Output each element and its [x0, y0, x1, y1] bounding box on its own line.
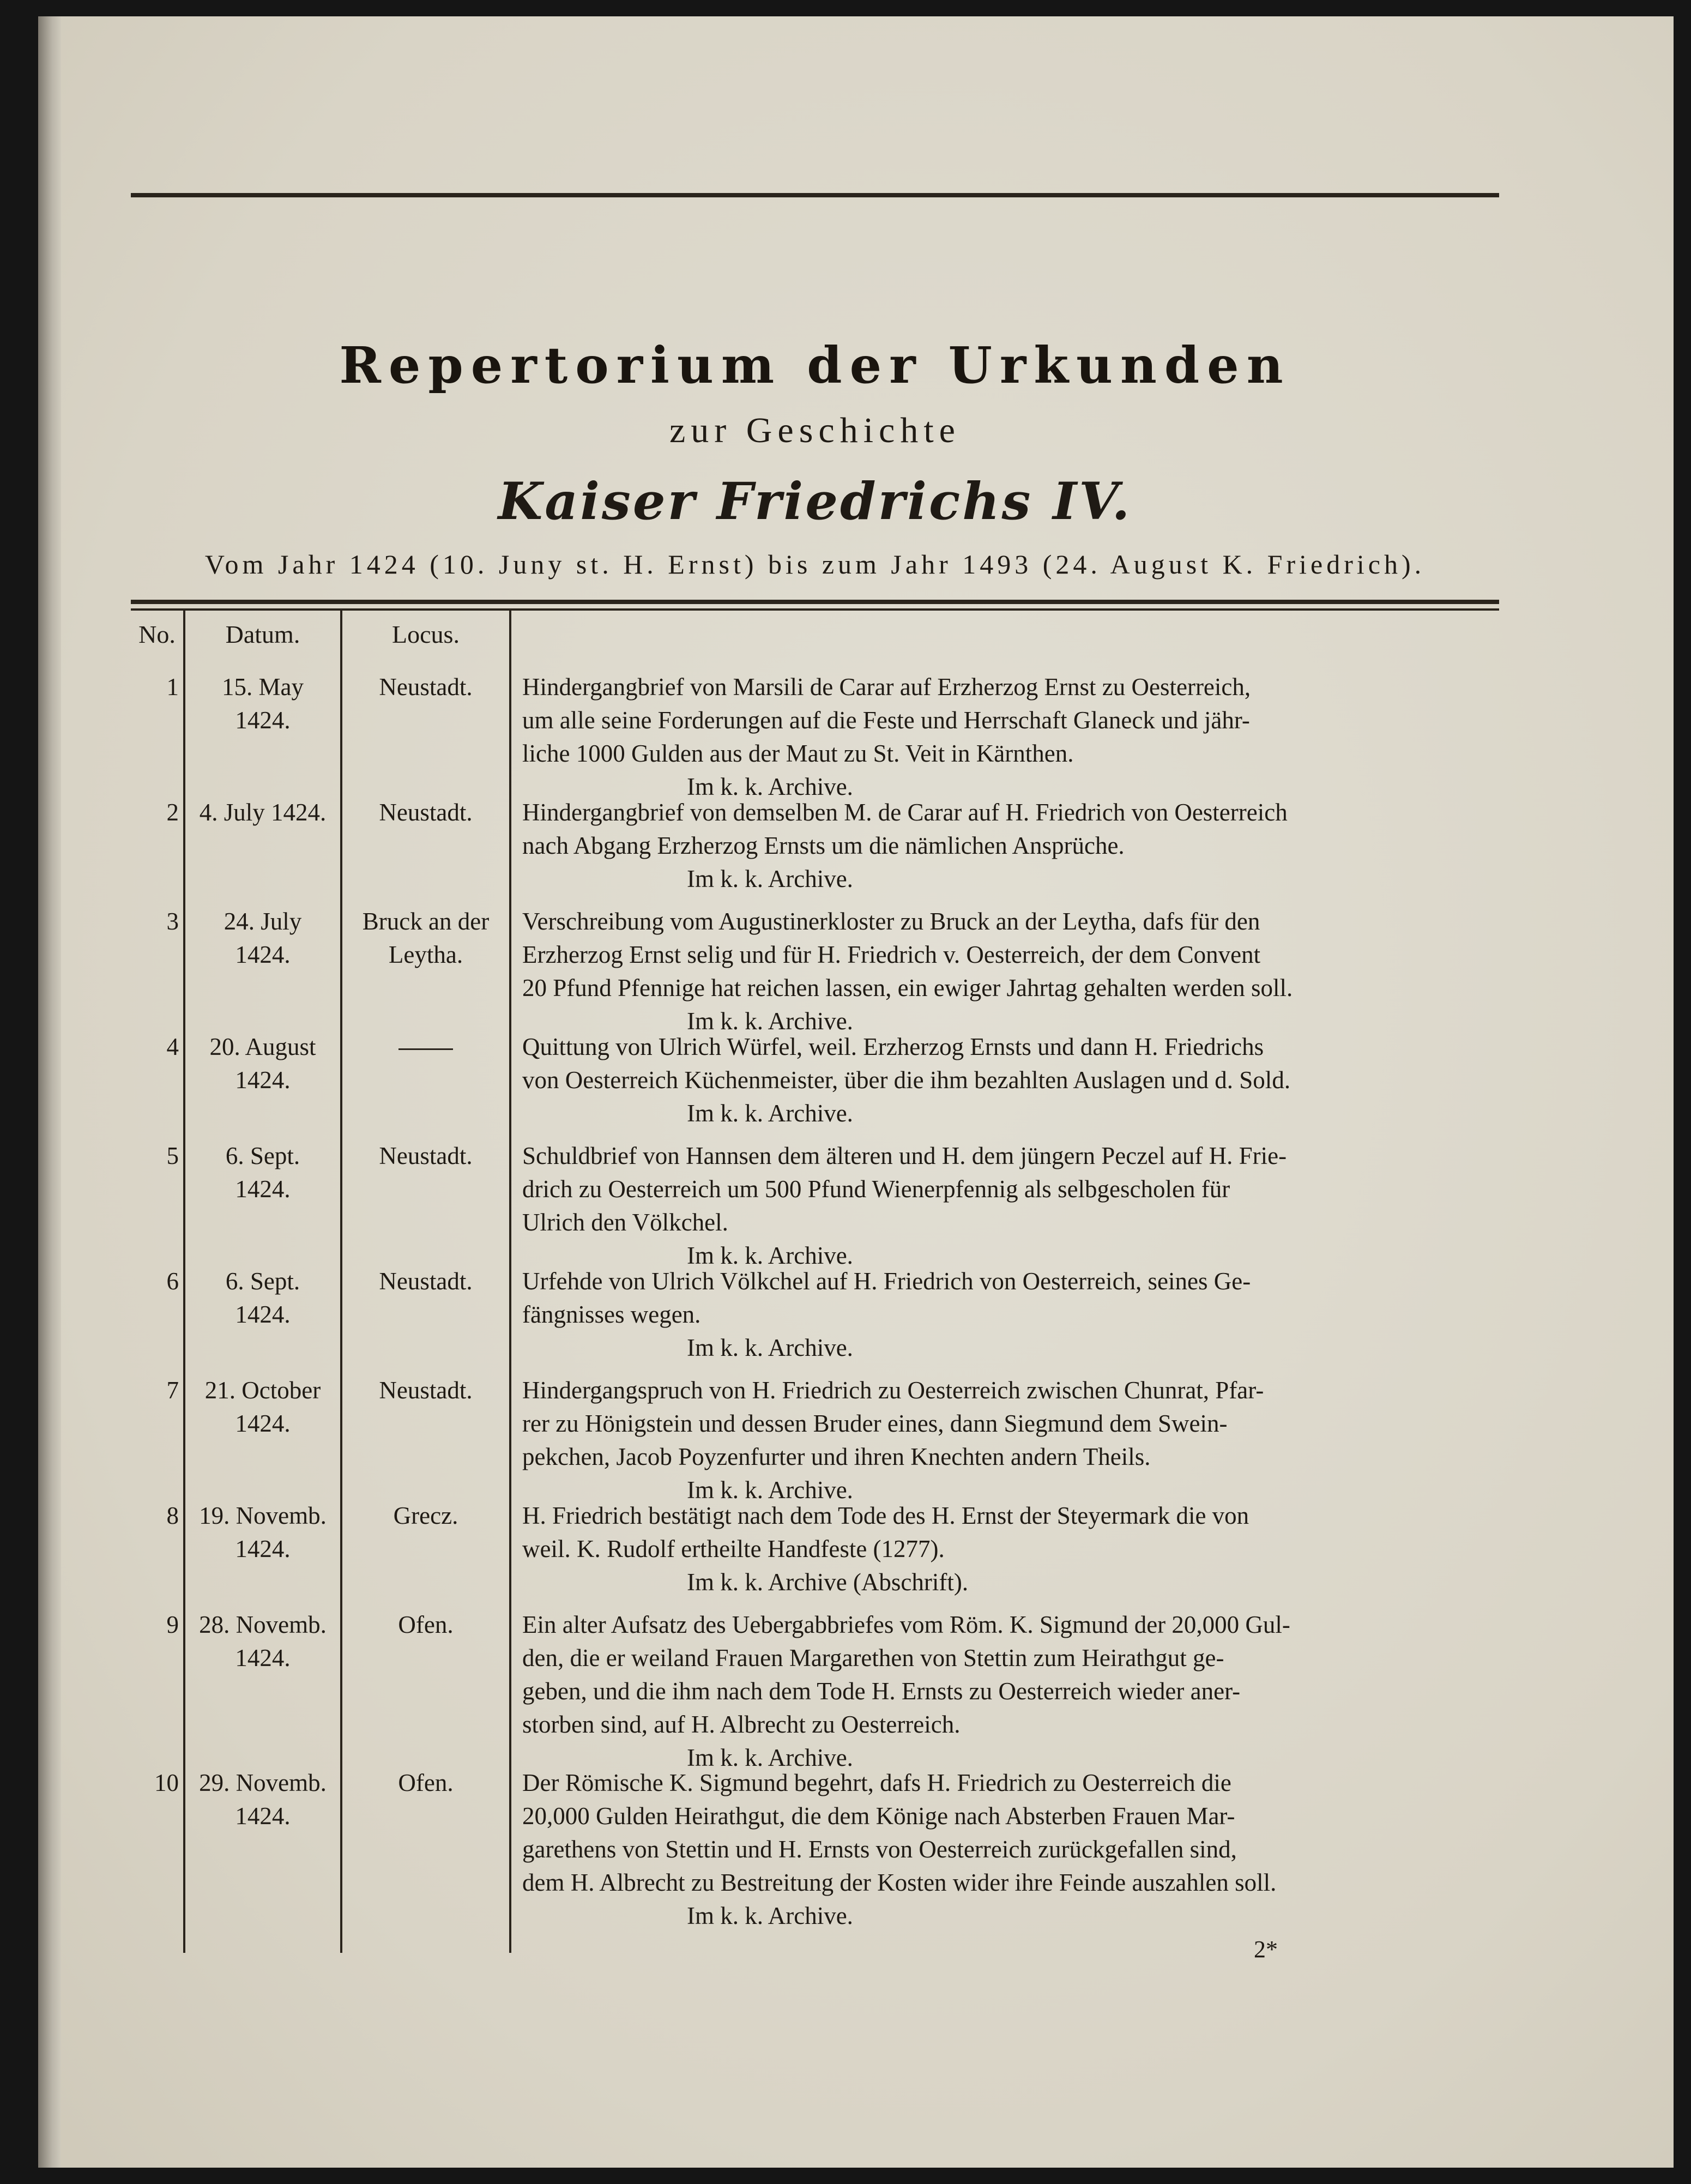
entry-locus-line: Neustadt. [379, 1377, 473, 1404]
entry-text-line: Ein alter Aufsatz des Uebergabbriefes vom Röm. K. Sigmund der 20,000 Gul- [522, 1611, 1290, 1638]
entry-date-line: 1424. [235, 1535, 291, 1562]
entry-text [522, 1374, 1488, 1474]
entry-number: 10 [154, 1769, 179, 1796]
entry-text-line: Der Römische K. Sigmund begehrt, dafs H. Friedrich zu Oesterreich die [522, 1769, 1231, 1796]
entry-date-line: 1424. [235, 1802, 291, 1830]
document-title: Repertorium der Urkunden [339, 336, 1291, 395]
entry-archive-note: Im k. k. Archive. [687, 773, 853, 800]
entry-locus [342, 1030, 509, 1064]
entry-text-line: weil. K. Rudolf ertheilte Handfeste (1277). [522, 1535, 945, 1562]
entry-number: 9 [166, 1611, 179, 1638]
book-spine-shadow [38, 16, 61, 2168]
entry-text-line: rer zu Hönigstein und dessen Bruder eines, dann Siegmund dem Swein- [522, 1410, 1228, 1437]
entry-locus [342, 1265, 509, 1298]
entry-text [522, 1139, 1488, 1239]
entry-date [185, 1030, 340, 1097]
date-range: Vom Jahr 1424 (10. Juny st. H. Ernst) bis zum Jahr 1493 (24. August K. Friedrich). [204, 549, 1426, 580]
entry-archive-note: Im k. k. Archive. [687, 1334, 853, 1361]
entry-locus-line: Leytha. [388, 941, 463, 968]
entry-text-line: garethens von Stettin und H. Ernsts von Oesterreich zurückgefallen sind, [522, 1836, 1237, 1863]
entry-locus [342, 671, 509, 704]
entry-date-line: 1424. [235, 707, 291, 734]
entry-date-line: 1424. [235, 1066, 291, 1094]
entry-number: 2 [166, 799, 179, 826]
entry-archive-note: Im k. k. Archive. [687, 1476, 853, 1504]
entry-number: 7 [166, 1377, 179, 1404]
entry-date-line: 1424. [235, 1301, 291, 1328]
entry-locus [342, 1766, 509, 1800]
entry-text-line: um alle seine Forderungen auf die Feste und Herrschaft Glaneck und jähr- [522, 707, 1250, 734]
entry-text-line: den, die er weiland Frauen Margarethen von Stettin zum Heirathgut ge- [522, 1644, 1224, 1672]
entry-text-line: nach Abgang Erzherzog Ernsts um die nämlichen Ansprüche. [522, 832, 1125, 859]
entry-text-line: Urfehde von Ulrich Völkchel auf H. Friedrich von Oesterreich, seines Ge- [522, 1268, 1251, 1295]
entry-date [185, 1374, 340, 1440]
entry-text-line: 20 Pfund Pfennige hat reichen lassen, ein ewiger Jahrtag gehalten werden soll. [522, 974, 1293, 1001]
entry-text-line: liche 1000 Gulden aus der Maut zu St. Veit in Kärnthen. [522, 740, 1074, 767]
entry-text-line: drich zu Oesterreich um 500 Pfund Wienerpfennig als selbgescholen für [522, 1175, 1230, 1203]
entry-locus [342, 1374, 509, 1407]
entry-text-line: H. Friedrich bestätigt nach dem Tode des H. Ernst der Steyermark die von [522, 1502, 1249, 1529]
entry-date-line: 24. July [224, 908, 302, 935]
entry-text [522, 671, 1488, 770]
entry-text [522, 905, 1488, 1005]
entry-date-line: 29. Novemb. [199, 1769, 327, 1796]
entry-text-line: Hindergangbrief von demselben M. de Carar auf H. Friedrich von Oesterreich [522, 799, 1288, 826]
entry-archive-note: Im k. k. Archive (Abschrift). [687, 1568, 969, 1596]
empty-locus-dash [398, 1048, 453, 1050]
entry-text-line: Erzherzog Ernst selig und für H. Friedrich v. Oesterreich, der dem Convent [522, 941, 1261, 968]
entry-archive-note: Im k. k. Archive. [687, 1242, 853, 1269]
column-divider-locus [509, 611, 511, 1953]
entry-date [185, 905, 340, 972]
entry-text-line: dem H. Albrecht zu Bestreitung der Kosten wider ihre Feinde auszahlen soll. [522, 1869, 1277, 1896]
entry-number: 3 [166, 908, 179, 935]
top-rule [131, 193, 1499, 197]
entry-locus [342, 1499, 509, 1533]
entry-text-line: pekchen, Jacob Poyzenfurter und ihren Knechten andern Theils. [522, 1443, 1151, 1470]
entry-number: 6 [166, 1268, 179, 1295]
entry-text-line: Ulrich den Völkchel. [522, 1209, 728, 1236]
entry-date-line: 4. July 1424. [199, 799, 327, 826]
entry-text-line: fängnisses wegen. [522, 1301, 701, 1328]
entry-text [522, 1030, 1488, 1097]
entry-date-line: 1424. [235, 1410, 291, 1437]
entry-locus-line: Neustadt. [379, 673, 473, 701]
entry-text-line: Quittung von Ulrich Würfel, weil. Erzherzog Ernsts und dann H. Friedrichs [522, 1033, 1264, 1060]
entry-number: 1 [166, 673, 179, 701]
entry-date-line: 28. Novemb. [199, 1611, 327, 1638]
column-header-locus: Locus. [392, 620, 460, 648]
entry-archive-note: Im k. k. Archive. [687, 1902, 853, 1929]
entry-locus-line: Neustadt. [379, 799, 473, 826]
entry-number: 4 [166, 1033, 179, 1060]
header-rule-thick [131, 600, 1499, 604]
entry-locus [342, 1139, 509, 1173]
page-signature: 2* [1254, 1936, 1278, 1963]
entry-date [185, 796, 340, 829]
entry-date-line: 20. August [209, 1033, 316, 1060]
entry-date [185, 1139, 340, 1206]
title-block [131, 327, 1499, 583]
entry-text-line: Hindergangbrief von Marsili de Carar auf Erzherzog Ernst zu Oesterreich, [522, 673, 1251, 701]
entry-locus [342, 1608, 509, 1642]
entry-number: 8 [166, 1502, 179, 1529]
document-subtitle: zur Geschichte [669, 411, 961, 450]
entry-locus-line: Ofen. [398, 1769, 454, 1796]
entry-number: 5 [166, 1142, 179, 1169]
entry-archive-note: Im k. k. Archive. [687, 865, 853, 892]
entry-date [185, 1265, 340, 1331]
entry-text [522, 796, 1488, 862]
entry-date [185, 671, 340, 737]
entry-text-line: von Oesterreich Küchenmeister, über die ihm bezahlten Auslagen und d. Sold. [522, 1066, 1291, 1094]
entry-text-line: Hindergangspruch von H. Friedrich zu Oesterreich zwischen Chunrat, Pfar- [522, 1377, 1264, 1404]
entry-locus-line: Neustadt. [379, 1268, 473, 1295]
header-rule-thin [131, 608, 1499, 611]
column-header-no: No. [138, 620, 176, 648]
entry-text-line: Schuldbrief von Hannsen dem älteren und H. dem jüngern Peczel auf H. Frie- [522, 1142, 1287, 1169]
entry-text [522, 1608, 1488, 1741]
entry-date-line: 1424. [235, 1175, 291, 1203]
entry-locus-line: Grecz. [393, 1502, 458, 1529]
entry-locus [342, 796, 509, 829]
entry-date [185, 1499, 340, 1566]
entry-date [185, 1766, 340, 1833]
entry-date-line: 21. October [204, 1377, 321, 1404]
entry-archive-note: Im k. k. Archive. [687, 1100, 853, 1127]
entry-date [185, 1608, 340, 1675]
entry-date-line: 6. Sept. [225, 1142, 300, 1169]
entry-locus-line: Bruck an der [362, 908, 490, 935]
entry-text-line: storben sind, auf H. Albrecht zu Oesterreich. [522, 1711, 961, 1738]
entry-date-line: 1424. [235, 941, 291, 968]
entry-archive-note: Im k. k. Archive. [687, 1744, 853, 1771]
entry-date-line: 15. May [222, 673, 304, 701]
entry-text [522, 1265, 1488, 1331]
entry-locus [342, 905, 509, 972]
entry-date-line: 19. Novemb. [199, 1502, 327, 1529]
entry-date-line: 6. Sept. [225, 1268, 300, 1295]
entry-text-line: Verschreibung vom Augustinerkloster zu Bruck an der Leytha, dafs für den [522, 908, 1260, 935]
entry-date-line: 1424. [235, 1644, 291, 1672]
entry-archive-note: Im k. k. Archive. [687, 1007, 853, 1035]
column-header-datum: Datum. [225, 620, 300, 648]
entry-text [522, 1499, 1488, 1566]
emperor-title: Kaiser Friedrichs IV. [498, 472, 1132, 532]
entry-text [522, 1766, 1488, 1899]
entry-text-line: 20,000 Gulden Heirathgut, die dem Könige nach Absterben Frauen Mar- [522, 1802, 1235, 1830]
entry-locus-line: Neustadt. [379, 1142, 473, 1169]
entry-locus-line: Ofen. [398, 1611, 454, 1638]
entry-text-line: geben, und die ihm nach dem Tode H. Ernsts zu Oesterreich wieder aner- [522, 1678, 1241, 1705]
